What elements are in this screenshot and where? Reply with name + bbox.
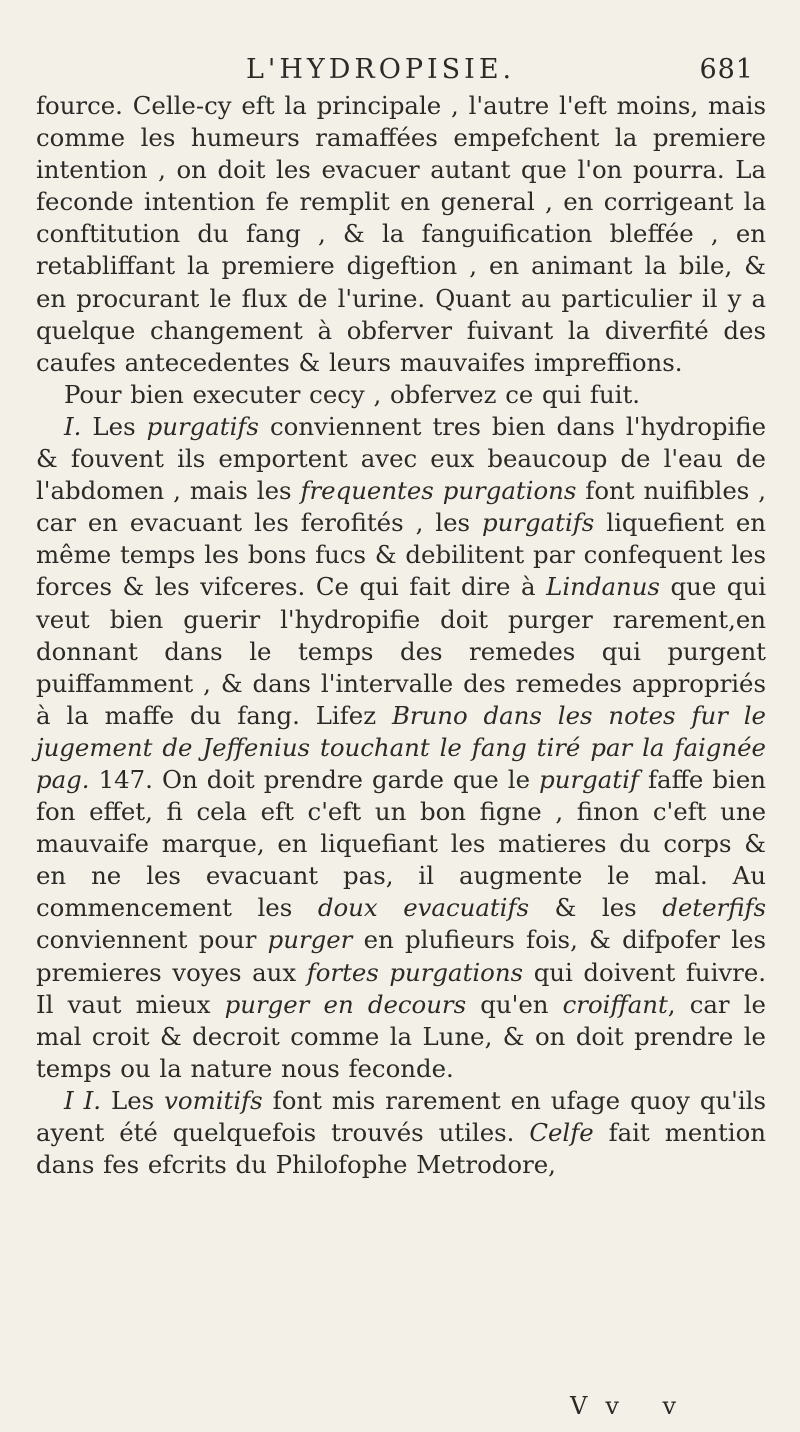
- paragraph-instruction: [36, 379, 766, 411]
- text-run: & les: [529, 893, 663, 923]
- paragraph-vomitifs: [36, 1085, 766, 1181]
- text-run: Pour bien executer cecy , obfervez ce qui fuit.: [64, 379, 641, 409]
- italic-run: purger: [267, 925, 353, 955]
- italic-run: vomitifs: [164, 1085, 263, 1115]
- text-run: qui doivent fuivre. Il vaut mieux: [36, 957, 767, 1019]
- body-text: [36, 90, 766, 1181]
- text-run: font mis rarement en ufage quoy qu'ils ayent été quelquefois trouvés utiles.: [36, 1085, 767, 1147]
- italic-run: purger en decours: [224, 989, 467, 1019]
- italic-run: Lindanus: [546, 572, 660, 602]
- text-run: fource. Celle-cy eft la principale , l'autre l'eft moins, mais comme les humeurs ramaffées empefchent la premiere intention , on doit les evacuer autant que l'on pourra. La feconde intention fe remplit en general , en corrigeant la conftitution du fang , & la fanguification bleffée , en retabliffant la premiere digeftion , en animant la bile, & en procurant le flux de l'urine. Quant au particulier il y a quelque changement à obferver fuivant la diverfité des caufes antecedentes & leurs mauvaifes impreffions.: [36, 91, 766, 377]
- text-run: conviennent tres bien dans l'hydropifie & fouvent ils emportent avec eux beaucoup de l'eau de l'abdomen , mais les: [36, 411, 766, 506]
- italic-run: Bruno dans les notes fur le jugement de Jeffenius touchant le fang tiré par la faignée pag.: [36, 700, 766, 794]
- text-run: qu'en: [466, 989, 563, 1019]
- italic-run: I I.: [64, 1085, 102, 1115]
- italic-run: deterfifs: [662, 893, 767, 923]
- text-run: 147. On doit prendre garde que le: [89, 764, 540, 794]
- text-run: font nuifibles , car en evacuant les ferofités , les: [36, 476, 766, 538]
- text-run: Les: [81, 411, 147, 441]
- running-title: L'HYDROPISIE.: [246, 54, 516, 85]
- italic-run: purgatifs: [146, 411, 259, 441]
- text-run: , car le mal croit & decroit comme la Lune, & on doit prendre le temps ou la nature nous feconde.: [36, 989, 766, 1083]
- italic-run: purgatif: [539, 764, 639, 794]
- paragraph-continuation: [36, 90, 766, 379]
- text-run: que qui veut bien guerir l'hydropifie doit purger rarement,en donnant dans le temps des remedes qui purgent puiffamment , & dans l'intervalle des remedes appropriés à la maffe du fang. Lifez: [36, 572, 766, 730]
- page-number: 681: [699, 54, 754, 85]
- text-run: liquefient en même temps les bons fucs & debilitent par confequent les forces & les vifceres. Ce qui fait dire à: [36, 508, 766, 602]
- text-run: conviennent pour: [36, 925, 268, 955]
- running-head: [36, 50, 766, 90]
- text-run: Les: [101, 1085, 165, 1115]
- italic-run: I.: [64, 411, 82, 441]
- italic-run: frequentes purgations: [300, 476, 577, 506]
- signature-mark: Vv v: [570, 1392, 695, 1420]
- text-run: faffe bien fon effet, fi cela eft c'eft un bon figne , finon c'eft une mauvaife marque, en liquefiant les matieres du corps & en ne les evacuant pas, il augmente le mal. Au commencement les: [36, 764, 766, 923]
- italic-run: croiffant: [562, 989, 668, 1019]
- italic-run: doux evacuatifs: [317, 893, 530, 923]
- italic-run: purgatifs: [482, 508, 595, 538]
- text-run: en plufieurs fois, & difpofer les premieres voyes aux: [36, 925, 766, 987]
- text-run: fait mention dans fes efcrits du Philofophe Metrodore,: [36, 1118, 766, 1180]
- paragraph-purgatifs: [36, 411, 766, 1085]
- italic-run: Celfe: [529, 1118, 594, 1147]
- italic-run: fortes purgations: [306, 957, 524, 987]
